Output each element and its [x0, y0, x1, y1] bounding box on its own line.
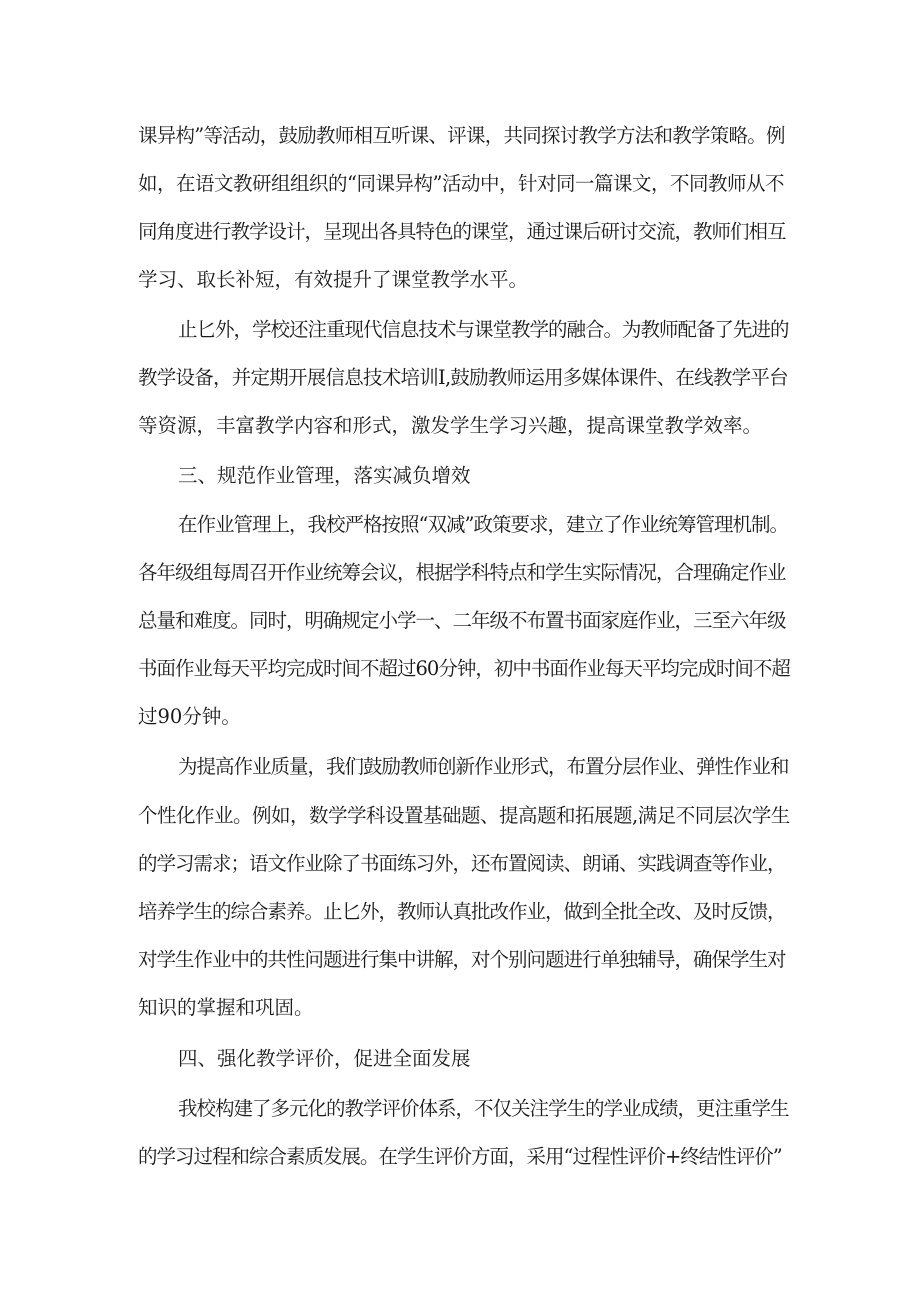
text-line: 知识的掌握和巩固。 — [138, 996, 314, 1019]
text-line: 同角度进行教学设计，呈现出各具特色的课堂，通过课后研讨交流，教师们相互 — [138, 220, 786, 243]
text-line: 学习、取长补短，有效提升了课堂教学水平。 — [138, 268, 529, 291]
text-line: 为提高作业质量，我们鼓励教师创新作业形式，布置分层作业、弹性作业和 — [178, 755, 789, 778]
text-line: 总量和难度。同时，明确规定小学一、二年级不布置书面家庭作业，三至六年级 — [138, 609, 786, 632]
text-line: 培养学生的综合素养。止匕外，教师认真批改作业，做到全批全改、及时反馈， — [138, 900, 786, 923]
text-line: 各年级组每周召开作业统筹会议，根据学科特点和学生实际情况，合理确定作业 — [138, 561, 786, 584]
text-line: 在作业管理上，我校严格按照“双减”政策要求，建立了作业统筹管理机制。 — [178, 513, 788, 536]
section-heading: 四、强化教学评价，促进全面发展 — [178, 1047, 471, 1070]
text-line: 个性化作业。例如，数学学科设置基础题、提高题和拓展题,满足不同层次学生 — [138, 804, 790, 827]
text-line: 对学生作业中的共性问题进行集中讲解，对个别问题进行单独辅导，确保学生对 — [138, 948, 786, 971]
section-heading: 三、规范作业管理，落实减负增效 — [178, 464, 471, 487]
text-line: 的学习过程和综合素质发展。在学生评价方面，采用“过程性评价+终结性评价” — [138, 1145, 782, 1168]
text-line: 过90分钟。 — [138, 705, 241, 728]
text-line: 的学习需求；语文作业除了书面练习外，还布置阅读、朗诵、实践调查等作业， — [138, 852, 786, 875]
text-line: 书面作业每天平均完成时间不超过60分钟，初中书面作业每天平均完成时间不超 — [138, 657, 790, 680]
text-line: 止匕外，学校还注重现代信息技术与课堂教学的融合。为教师配备了先进的 — [178, 318, 789, 341]
text-line: 如，在语文教研组组织的“同课异构”活动中，针对同一篇课文，不同教师从不 — [138, 172, 784, 195]
text-line: 等资源，丰富教学内容和形式，激发学生学习兴趣，提高课堂教学效率。 — [138, 414, 763, 437]
text-line: 课异构”等活动，鼓励教师相互听课、评课，共同探讨教学方法和教学策略。例 — [138, 124, 785, 147]
text-line: 教学设备，并定期开展信息技术培训I,鼓励教师运用多媒体课件、在线教学平台 — [138, 366, 788, 389]
text-line: 我校构建了多元化的教学评价体系，不仅关注学生的学业成绩，更注重学生 — [178, 1097, 789, 1120]
